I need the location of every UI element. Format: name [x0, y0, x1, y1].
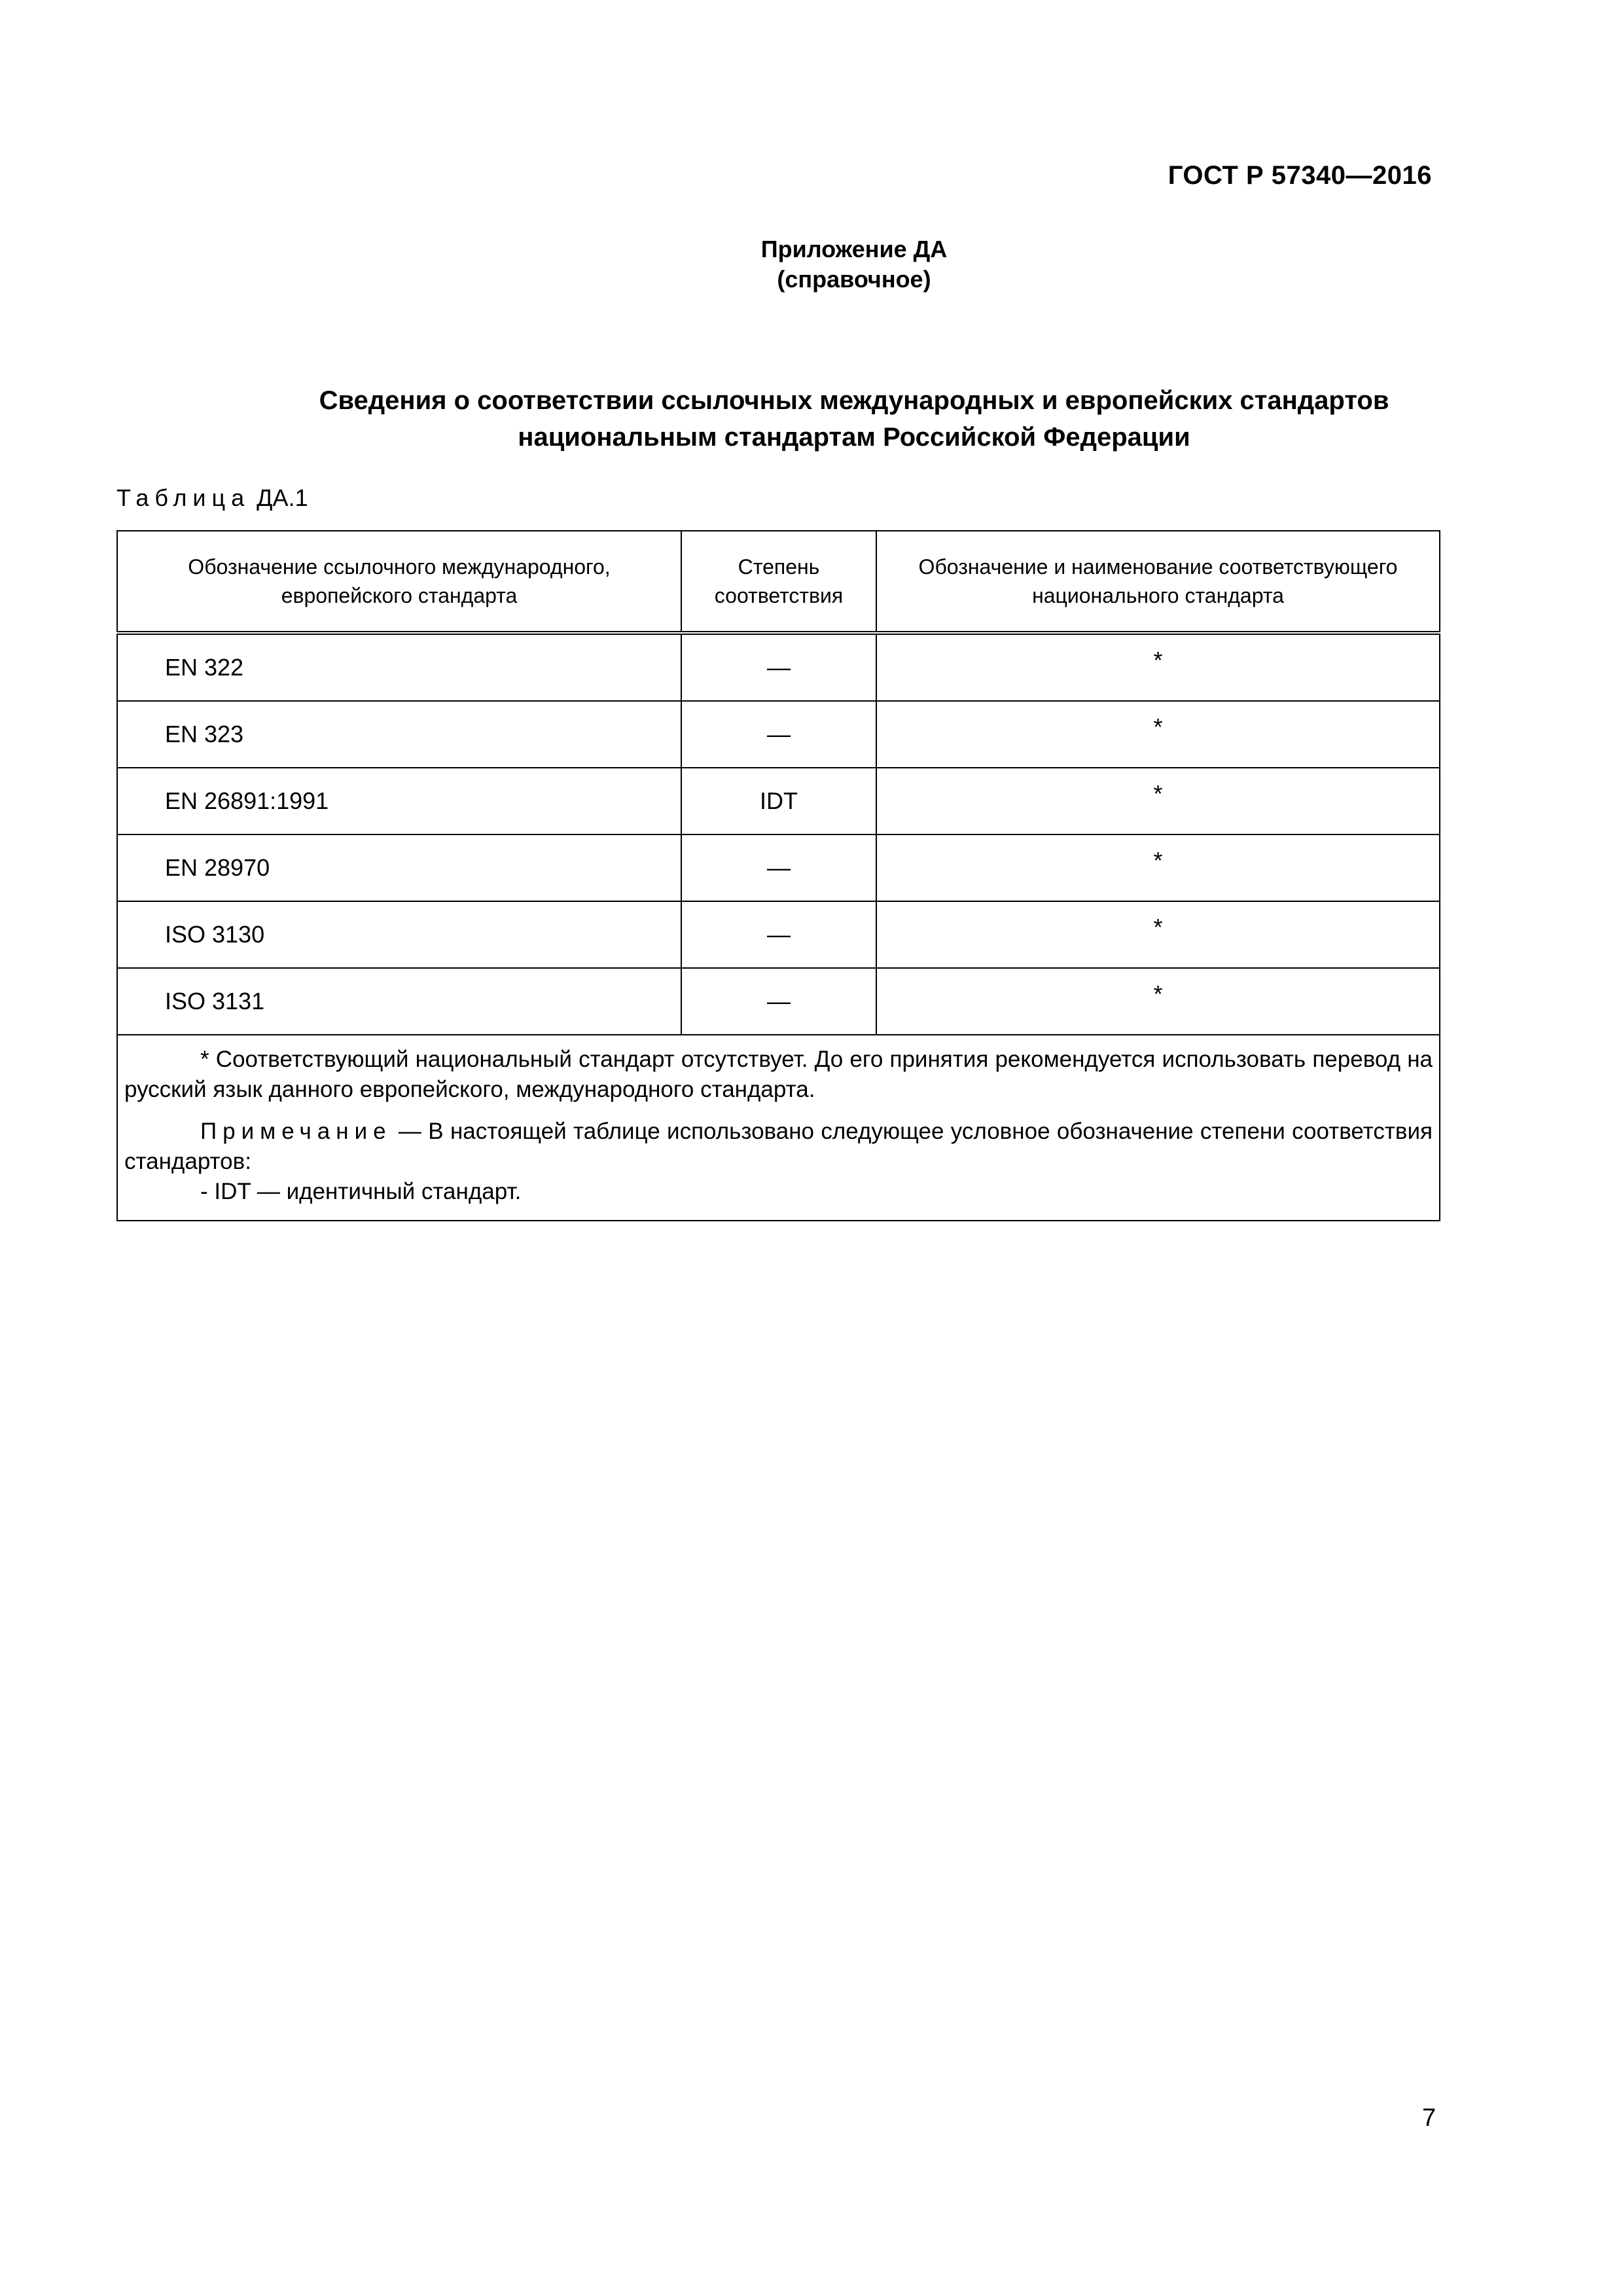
appendix-title: Приложение ДА [760, 236, 948, 262]
table-note [124, 1117, 1433, 1177]
cell-national: * [876, 768, 1440, 834]
appendix-subtitle: (справочное) [777, 266, 931, 293]
cell-national: * [876, 633, 1440, 701]
table-row [117, 834, 1440, 901]
cell-designation: EN 323 [117, 701, 681, 768]
table-footnotes [117, 1035, 1440, 1221]
table-row [117, 701, 1440, 768]
document-code: ГОСТ Р 57340—2016 [1168, 161, 1432, 190]
table-row [117, 768, 1440, 834]
cell-designation: EN 26891:1991 [117, 768, 681, 834]
page-number: 7 [1422, 2104, 1436, 2132]
note-item: - IDT — идентичный стандарт. [200, 1179, 522, 1204]
cell-national: * [876, 901, 1440, 968]
table-row [117, 633, 1440, 701]
column-header-designation: Обозначение ссылочного международного, европейского стандарта [117, 531, 681, 633]
table-header-row [117, 531, 1440, 633]
cell-designation: EN 322 [117, 633, 681, 701]
table-row [117, 968, 1440, 1035]
cell-degree: — [681, 633, 876, 701]
cell-designation: ISO 3131 [117, 968, 681, 1035]
column-header-national: Обозначение и наименование соответствующего национального стандарта [876, 531, 1440, 633]
table-footer-row [117, 1035, 1440, 1221]
footnote: * Соответствующий национальный стандарт отсутствует. До его принятия рекомендуется использовать перевод на русский язык данного европейского, международного стандарта. [124, 1047, 1433, 1102]
table-row [117, 901, 1440, 968]
cell-designation: ISO 3130 [117, 901, 681, 968]
document-title-line-1: Сведения о соответствии ссылочных международных и европейских стандартов [319, 386, 1389, 415]
cell-degree: — [681, 834, 876, 901]
table-caption-number: ДА.1 [257, 484, 308, 511]
document-title [0, 382, 1623, 456]
table-caption [116, 484, 308, 512]
cell-degree: — [681, 901, 876, 968]
cell-designation: EN 28970 [117, 834, 681, 901]
cell-degree: — [681, 968, 876, 1035]
cell-degree: IDT [681, 768, 876, 834]
note-label: Примечание [200, 1119, 392, 1144]
document-title-line-2: национальным стандартам Российской Федерации [518, 423, 1190, 452]
standards-table [116, 530, 1440, 1221]
cell-national: * [876, 701, 1440, 768]
column-header-degree: Степень соответствия [681, 531, 876, 633]
cell-national: * [876, 834, 1440, 901]
note-text: — В настоящей таблице использовано следующее условное обозначение степени соответствия стандартов: [124, 1119, 1433, 1174]
cell-degree: — [681, 701, 876, 768]
cell-national: * [876, 968, 1440, 1035]
table-caption-word: Таблица [116, 484, 251, 511]
appendix-heading [0, 234, 1623, 295]
